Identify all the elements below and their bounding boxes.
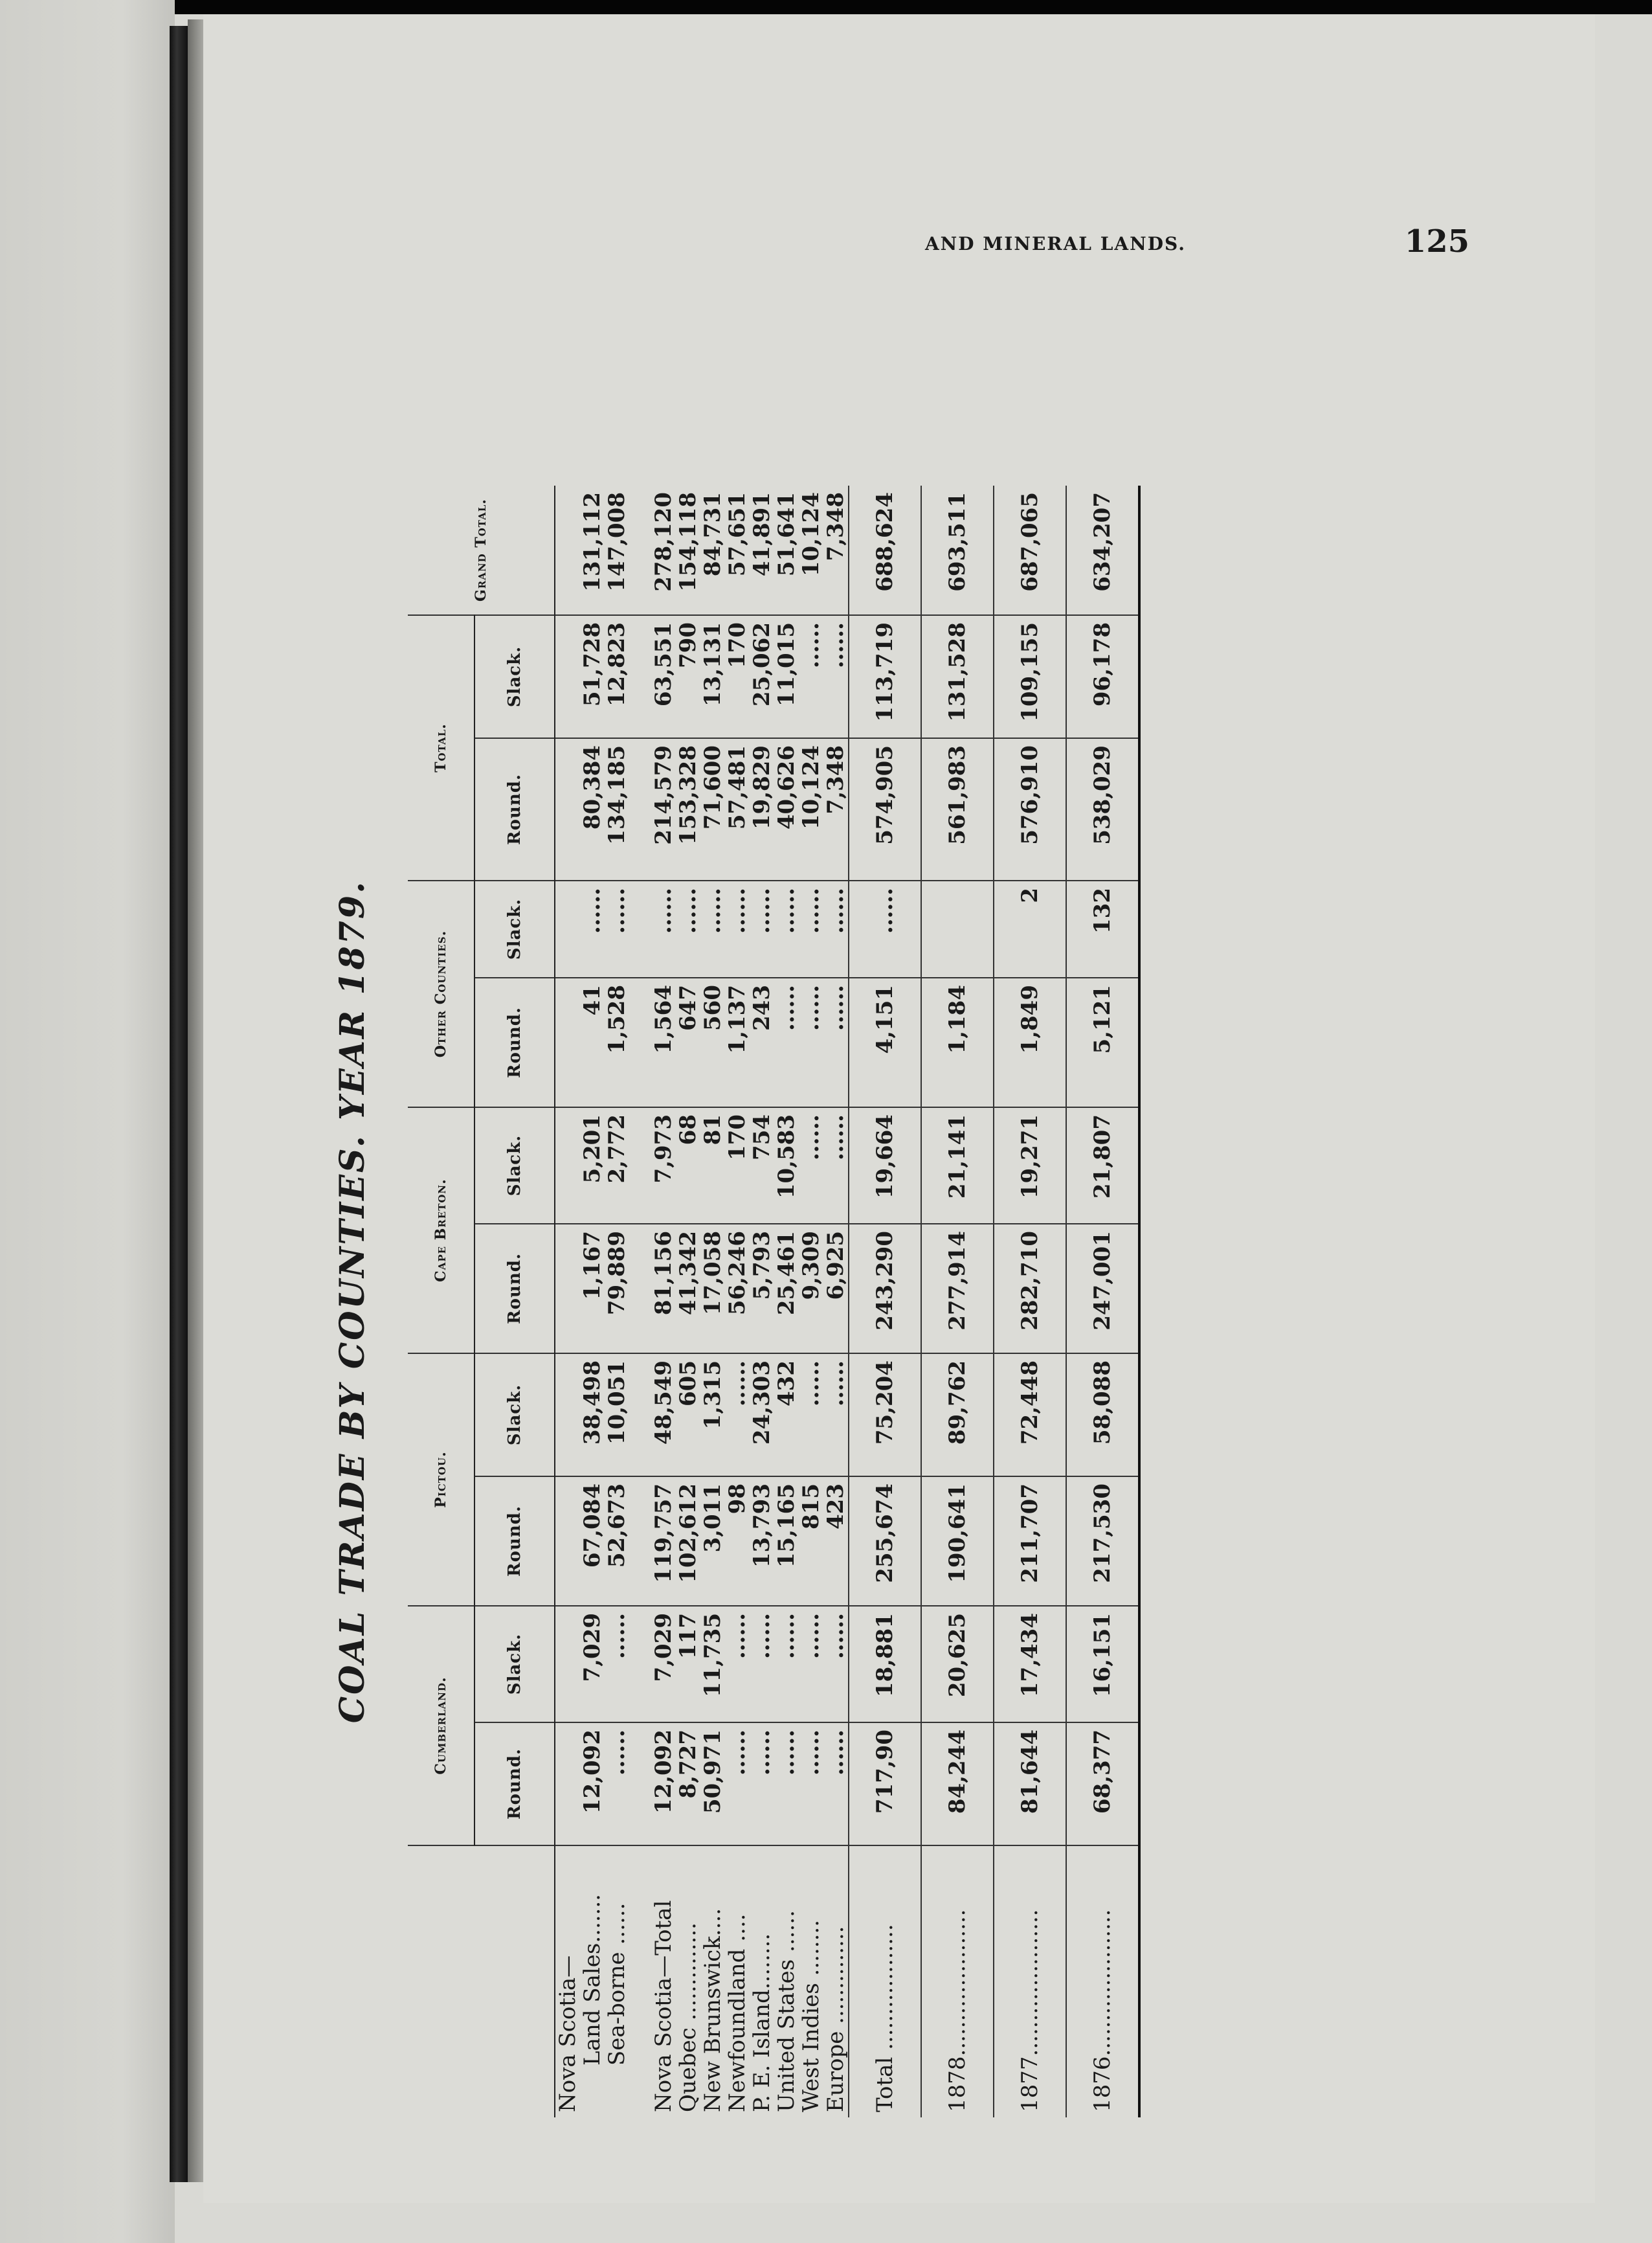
table-row — [651, 486, 676, 2117]
table-cell: 7,029 — [580, 1606, 605, 1722]
page-number: 125 — [1404, 223, 1469, 260]
table-cell — [629, 881, 651, 978]
coal-trade-table — [408, 486, 1141, 2117]
sub-header-slack: Slack. — [474, 1353, 555, 1476]
table-cell — [555, 978, 580, 1107]
table-cell: 7,029 — [651, 1606, 676, 1722]
table-cell: 25,062 — [750, 615, 774, 738]
table-cell: 7,973 — [651, 1107, 676, 1224]
group-header-other-counties: Other Counties. — [408, 881, 474, 1107]
table-cell: 132 — [1066, 881, 1139, 978]
table-cell: 170 — [725, 1107, 750, 1224]
row-label: P. E. Island........ — [749, 1933, 775, 2112]
sub-header-slack: Slack. — [474, 1107, 555, 1224]
table-cell: 647 — [676, 978, 700, 1107]
row-label: 1877..................... — [994, 1845, 1066, 2117]
table-cell: 13,131 — [700, 615, 725, 738]
table-cell: ...... — [750, 1722, 774, 1845]
table-cell: 3,011 — [700, 1476, 725, 1606]
table-cell: 11,735 — [700, 1606, 725, 1722]
table-cell: 1,849 — [994, 978, 1066, 1107]
table-row — [676, 486, 700, 2117]
table-cell: 217,530 — [1066, 1476, 1139, 1606]
table-cell: ...... — [605, 1606, 629, 1722]
row-label-header — [408, 1845, 555, 2117]
table-cell: ...... — [799, 881, 823, 978]
table-cell: 12,092 — [651, 1722, 676, 1845]
table-row — [994, 486, 1066, 2117]
table-cell: 1,528 — [605, 978, 629, 1107]
table-cell: 2,772 — [605, 1107, 629, 1224]
row-label: Newfoundland .... — [724, 1913, 750, 2112]
table-cell: 25,461 — [774, 1224, 799, 1353]
table-cell — [629, 1606, 651, 1722]
table-row — [725, 486, 750, 2117]
table-cell: 57,481 — [725, 738, 750, 881]
table-cell — [555, 1224, 580, 1353]
table-cell: 24,303 — [750, 1353, 774, 1476]
table-cell — [555, 881, 580, 978]
table-cell — [555, 615, 580, 738]
table-cell: 80,384 — [580, 738, 605, 881]
table-cell: 247,001 — [1066, 1224, 1139, 1353]
table-row — [629, 486, 651, 2117]
table-cell: ...... — [823, 1353, 849, 1476]
table-cell: ...... — [725, 1606, 750, 1722]
table-cell: 98 — [725, 1476, 750, 1606]
table-cell — [555, 486, 580, 615]
table-cell — [629, 486, 651, 615]
sub-header-slack: Slack. — [474, 615, 555, 738]
table-cell: 38,498 — [580, 1353, 605, 1476]
table-cell: 67,084 — [580, 1476, 605, 1606]
table-title: COAL TRADE BY COUNTIES. YEAR 1879. — [333, 879, 372, 1724]
table-row — [700, 486, 725, 2117]
table-cell: 13,793 — [750, 1476, 774, 1606]
sub-header-round: Round. — [474, 1476, 555, 1606]
table-cell: 10,124 — [799, 738, 823, 881]
table-cell: 5,121 — [1066, 978, 1139, 1107]
table-cell: 15,165 — [774, 1476, 799, 1606]
table-cell: 41,891 — [750, 486, 774, 615]
table-cell: ...... — [651, 881, 676, 978]
table-cell: 79,889 — [605, 1224, 629, 1353]
table-cell: 10,124 — [799, 486, 823, 615]
table-row — [823, 486, 849, 2117]
table-cell — [555, 1107, 580, 1224]
table-cell — [629, 738, 651, 881]
table-cell: 538,029 — [1066, 738, 1139, 881]
table-cell: 58,088 — [1066, 1353, 1139, 1476]
table-cell — [555, 1606, 580, 1722]
table-cell: 7,348 — [823, 738, 849, 881]
table-cell: 71,600 — [700, 738, 725, 881]
left-page-edge — [0, 0, 175, 2243]
table-cell: ...... — [799, 1107, 823, 1224]
table-cell: 12,092 — [580, 1722, 605, 1845]
row-label: Total .................. — [849, 1845, 921, 2117]
table-cell: 81,156 — [651, 1224, 676, 1353]
table-cell: ...... — [823, 1722, 849, 1845]
group-header-grand-total: Grand Total. — [408, 486, 555, 615]
table-cell: ...... — [799, 1606, 823, 1722]
table-cell: 18,881 — [849, 1606, 921, 1722]
table-row — [605, 486, 629, 2117]
table-cell: ...... — [750, 881, 774, 978]
table-body — [555, 486, 1139, 2117]
table-cell: 1,315 — [700, 1353, 725, 1476]
row-label: 1876..................... — [1066, 1845, 1139, 2117]
table-cell — [555, 738, 580, 881]
row-label: New Brunswick.... — [700, 1908, 726, 2112]
table-cell: 41,342 — [676, 1224, 700, 1353]
table-cell: 89,762 — [921, 1353, 994, 1476]
table-cell: 211,707 — [994, 1476, 1066, 1606]
table-cell: 432 — [774, 1353, 799, 1476]
table-cell: ...... — [799, 615, 823, 738]
table-cell: 574,905 — [849, 738, 921, 881]
table-cell: 214,579 — [651, 738, 676, 881]
scan-top-border — [0, 0, 1652, 14]
table-cell: 10,051 — [605, 1353, 629, 1476]
table-cell: 605 — [676, 1353, 700, 1476]
table-cell: 84,244 — [921, 1722, 994, 1845]
table-cell: 41 — [580, 978, 605, 1107]
table-cell: 154,118 — [676, 486, 700, 615]
gutter-shadow — [188, 19, 203, 2182]
table-cell: ...... — [823, 1107, 849, 1224]
table-row — [799, 486, 823, 2117]
table-cell: ...... — [823, 978, 849, 1107]
table-cell: 48,549 — [651, 1353, 676, 1476]
sub-header-round: Round. — [474, 1224, 555, 1353]
table-cell: 81 — [700, 1107, 725, 1224]
table-cell: 754 — [750, 1107, 774, 1224]
table-cell: ...... — [823, 881, 849, 978]
table-cell: 20,625 — [921, 1606, 994, 1722]
table-row — [774, 486, 799, 2117]
table-cell: 1,564 — [651, 978, 676, 1107]
table-cell: 5,201 — [580, 1107, 605, 1224]
table-cell: 81,644 — [994, 1722, 1066, 1845]
table-cell: ...... — [750, 1606, 774, 1722]
table-row — [580, 486, 605, 2117]
rotated-table-block — [324, 473, 1115, 2130]
table-cell: 1,167 — [580, 1224, 605, 1353]
table-cell: 560 — [700, 978, 725, 1107]
table-cell: 19,664 — [849, 1107, 921, 1224]
row-label: United States ...... — [774, 1910, 799, 2112]
table-cell: 96,178 — [1066, 615, 1139, 738]
table-cell: ...... — [605, 881, 629, 978]
table-cell: ...... — [774, 881, 799, 978]
row-label — [629, 1845, 651, 2117]
table-cell: 693,511 — [921, 486, 994, 615]
table-cell: 117 — [676, 1606, 700, 1722]
row-label: West Indies ........ — [798, 1919, 824, 2112]
table-cell: 282,710 — [994, 1224, 1066, 1353]
row-label: Nova Scotia—Total — [651, 1900, 676, 2112]
table-cell — [629, 1107, 651, 1224]
row-label: Nova Scotia— — [555, 1955, 581, 2112]
table-cell: 131,528 — [921, 615, 994, 738]
table-cell: 57,651 — [725, 486, 750, 615]
table-cell: 255,674 — [849, 1476, 921, 1606]
group-header-row — [408, 486, 474, 2117]
table-cell: ...... — [580, 881, 605, 978]
table-cell: 423 — [823, 1476, 849, 1606]
row-label: Europe .............. — [823, 1926, 849, 2112]
running-header: AND MINERAL LANDS. — [924, 233, 1186, 254]
table-cell: 134,185 — [605, 738, 629, 881]
sub-header-round: Round. — [474, 978, 555, 1107]
table-cell: 7,348 — [823, 486, 849, 615]
sub-header-slack: Slack. — [474, 1606, 555, 1722]
table-cell: 2 — [994, 881, 1066, 978]
table-cell: 8,727 — [676, 1722, 700, 1845]
group-header-total: Total. — [408, 615, 474, 881]
table-cell — [629, 978, 651, 1107]
table-cell: 4,151 — [849, 978, 921, 1107]
table-cell: 5,793 — [750, 1224, 774, 1353]
table-cell: 717,90 — [849, 1722, 921, 1845]
table-cell: 561,983 — [921, 738, 994, 881]
table-cell: 68,377 — [1066, 1722, 1139, 1845]
table-cell: ...... — [823, 615, 849, 738]
table-cell: 688,624 — [849, 486, 921, 615]
table-cell: 84,731 — [700, 486, 725, 615]
row-label: Quebec .............. — [675, 1922, 701, 2112]
table-cell: 50,971 — [700, 1722, 725, 1845]
group-header-cumberland: Cumberland. — [408, 1606, 474, 1845]
table-cell: ...... — [725, 881, 750, 978]
table-cell: 815 — [799, 1476, 823, 1606]
table-row — [921, 486, 994, 2117]
table-cell: 10,583 — [774, 1107, 799, 1224]
table-cell: 68 — [676, 1107, 700, 1224]
table-cell: ...... — [725, 1722, 750, 1845]
table-row — [555, 486, 580, 2117]
table-cell: 243,290 — [849, 1224, 921, 1353]
table-cell: 52,673 — [605, 1476, 629, 1606]
table-row — [849, 486, 921, 2117]
table-cell: 72,448 — [994, 1353, 1066, 1476]
table-cell: 19,271 — [994, 1107, 1066, 1224]
table-cell: 56,246 — [725, 1224, 750, 1353]
table-cell: 17,058 — [700, 1224, 725, 1353]
table-cell: 790 — [676, 615, 700, 738]
table-cell: 113,719 — [849, 615, 921, 738]
table-cell: 119,757 — [651, 1476, 676, 1606]
table-cell: 131,112 — [580, 486, 605, 615]
sub-header-round: Round. — [474, 738, 555, 881]
table-cell — [921, 881, 994, 978]
table-cell: 634,207 — [1066, 486, 1139, 615]
group-header-pictou: Pictou. — [408, 1353, 474, 1606]
table-cell: ...... — [676, 881, 700, 978]
table-cell: ...... — [605, 1722, 629, 1845]
table-cell: 9,309 — [799, 1224, 823, 1353]
table-cell: 63,551 — [651, 615, 676, 738]
table-cell: 102,612 — [676, 1476, 700, 1606]
table-cell: 687,065 — [994, 486, 1066, 615]
book-gutter — [170, 26, 188, 2182]
table-cell: 21,807 — [1066, 1107, 1139, 1224]
table-cell — [629, 1722, 651, 1845]
table-row — [750, 486, 774, 2117]
table-cell — [629, 1224, 651, 1353]
table-cell: 21,141 — [921, 1107, 994, 1224]
table-cell: ...... — [774, 1722, 799, 1845]
row-label: Land Sales....... — [579, 1894, 605, 2066]
table-cell: 170 — [725, 615, 750, 738]
table-cell: ...... — [725, 1353, 750, 1476]
table-cell: 147,008 — [605, 486, 629, 615]
table-cell: 6,925 — [823, 1224, 849, 1353]
table-cell: 17,434 — [994, 1606, 1066, 1722]
table-cell: 19,829 — [750, 738, 774, 881]
table-cell: ...... — [799, 1353, 823, 1476]
table-cell: 75,204 — [849, 1353, 921, 1476]
table-cell: 1,137 — [725, 978, 750, 1107]
table-cell: 153,328 — [676, 738, 700, 881]
table-cell: 51,641 — [774, 486, 799, 615]
table-cell: 1,184 — [921, 978, 994, 1107]
sub-header-slack: Slack. — [474, 881, 555, 978]
table-cell: 576,910 — [994, 738, 1066, 881]
table-cell — [629, 1476, 651, 1606]
table-cell: 278,120 — [651, 486, 676, 615]
table-cell: ...... — [700, 881, 725, 978]
table-cell: 11,015 — [774, 615, 799, 738]
table-cell: ...... — [774, 978, 799, 1107]
table-cell: ...... — [799, 1722, 823, 1845]
table-row — [1066, 486, 1139, 2117]
table-cell: ...... — [849, 881, 921, 978]
table-cell — [555, 1722, 580, 1845]
table-cell — [555, 1353, 580, 1476]
sub-header-round: Round. — [474, 1722, 555, 1845]
row-label: Sea-borne ...... — [604, 1902, 630, 2066]
table-cell — [629, 615, 651, 738]
table-cell: 277,914 — [921, 1224, 994, 1353]
table-cell: 109,155 — [994, 615, 1066, 738]
table-cell: 190,641 — [921, 1476, 994, 1606]
table-cell: ...... — [823, 1606, 849, 1722]
table-cell: 40,626 — [774, 738, 799, 881]
table-cell: 51,728 — [580, 615, 605, 738]
table-cell: 16,151 — [1066, 1606, 1139, 1722]
table-cell: ...... — [774, 1606, 799, 1722]
row-label: 1878..................... — [921, 1845, 994, 2117]
table-cell: 243 — [750, 978, 774, 1107]
table-cell: 12,823 — [605, 615, 629, 738]
group-header-cape-breton: Cape Breton. — [408, 1107, 474, 1353]
table-cell — [555, 1476, 580, 1606]
table-cell — [629, 1353, 651, 1476]
table-cell: ...... — [799, 978, 823, 1107]
